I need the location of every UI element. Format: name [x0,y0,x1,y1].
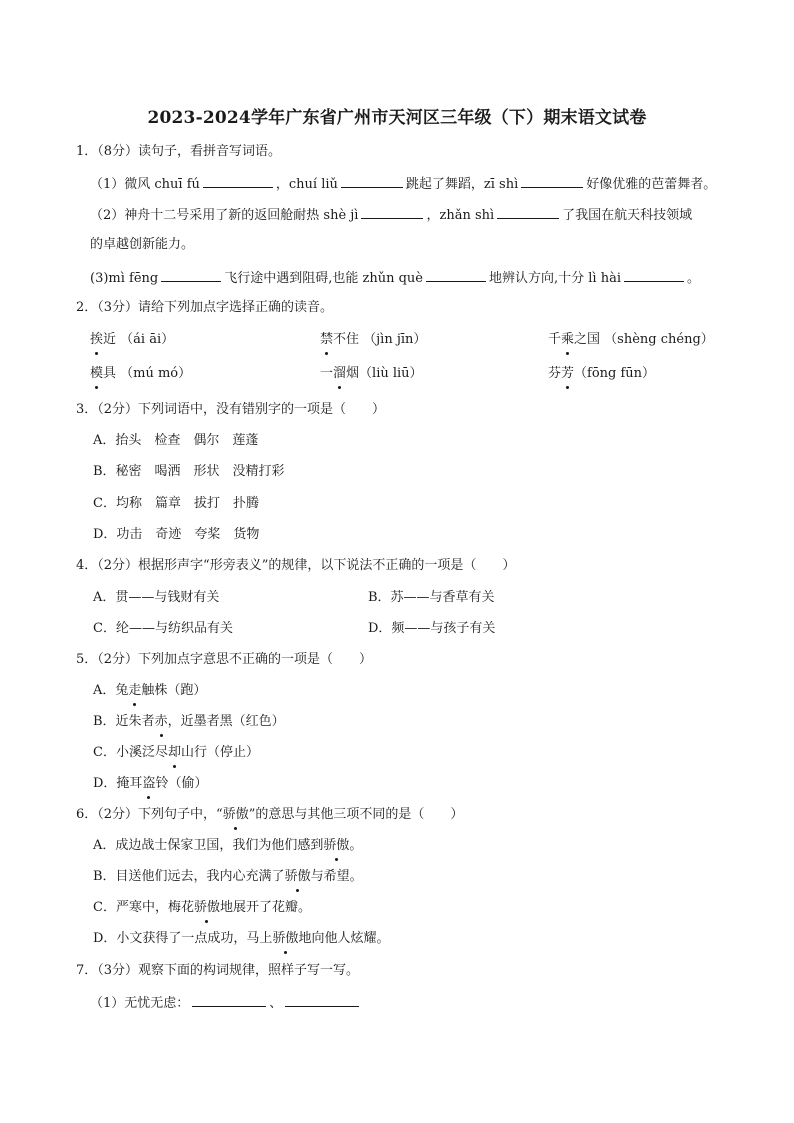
answer-blank[interactable] [341,173,403,188]
option-a[interactable]: A．贯——与钱财有关 [93,590,220,605]
pinyin-item: 芬芳（fōng fūn） [548,364,655,384]
question-1-sentence-2: （2）神舟十二号采用了新的返回舱耐热 shè jì ，zhǎn shì 了我国在航天科技领域 [90,204,692,226]
answer-blank[interactable] [361,204,423,219]
pinyin-item: 挨近 （ái āi） [90,330,174,350]
option-b[interactable]: B．秘密 喝洒 形状 没精打彩 [93,464,285,479]
question-1-sentence-3: (3)mì fēng 飞行途中遇到阻碍,也能 zhǔn què 地辨认方向,十分 lì hài 。 [90,267,700,289]
option-d[interactable]: D．掩耳盗铃（偷） [93,774,207,794]
option-c[interactable]: C．均称 篇章 拔打 扑腾 [93,496,259,511]
option-d[interactable]: D．功击 奇迹 夸桨 货物 [93,527,260,542]
question-6-header: 6．（2分）下列句子中，“骄傲”的意思与其他三项不同的是（ ） [76,805,463,825]
answer-blank[interactable] [192,992,266,1007]
pinyin-item: 一溜烟（liù liū） [320,364,423,384]
pinyin-item: 模具 （mú mó） [90,364,191,384]
question-5-header: 5．（2分）下列加点字意思不正确的一项是（ ） [76,652,373,667]
answer-blank[interactable] [285,992,359,1007]
question-1-sentence-1: （1）微风 chuī fú ，chuí liǔ 跳起了舞蹈，zī shì 好像优雅的芭蕾舞者。 [90,173,716,195]
option-b[interactable]: B．目送他们远去，我内心充满了骄傲与希望。 [93,867,363,887]
question-7-sentence-1: （1）无忧无虑： 、 [90,992,362,1014]
page-title: 2023-2024学年广东省广州市天河区三年级（下）期末语文试卷 [147,108,647,128]
answer-blank[interactable] [624,267,684,282]
question-2-header: 2．（3分）请给下列加点字选择正确的读音。 [76,300,334,315]
answer-blank[interactable] [203,173,273,188]
question-1-header: 1．（8分）读句子，看拼音写词语。 [76,144,282,159]
option-c[interactable]: C．小溪泛尽却山行（停止） [93,743,259,763]
option-a[interactable]: A．成边战士保家卫国，我们为他们感到骄傲。 [93,836,362,856]
question-3-header: 3．（2分）下列词语中，没有错别字的一项是（ ） [76,402,386,417]
option-c[interactable]: C．纶——与纺织品有关 [93,621,233,636]
question-4-header: 4．（2分）根据形声字“形旁表义”的规律，以下说法不正确的一项是（ ） [76,558,516,573]
option-b[interactable]: B．近朱者赤，近墨者黑（红色） [93,712,285,732]
option-b[interactable]: B．苏——与香草有关 [368,590,495,605]
option-d[interactable]: D．小文获得了一点成功，马上骄傲地向他人炫耀。 [93,929,389,949]
option-c[interactable]: C．严寒中，梅花骄傲地展开了花瓣。 [93,898,311,918]
answer-blank[interactable] [521,173,583,188]
option-a[interactable]: A．兔走触株（跑） [93,681,206,701]
pinyin-item: 千乘之国 （shèng chéng） [548,330,714,350]
pinyin-item: 禁不住 （jìn jīn） [320,330,426,350]
option-d[interactable]: D．频——与孩子有关 [368,621,496,636]
question-1-sentence-2-cont: 的卓越创新能力。 [90,237,195,252]
answer-blank[interactable] [161,267,221,282]
answer-blank[interactable] [426,267,486,282]
option-a[interactable]: A．抬头 检查 偶尔 莲蓬 [93,433,259,448]
answer-blank[interactable] [497,204,559,219]
question-7-header: 7．（3分）观察下面的构词规律，照样子写一写。 [76,963,360,978]
